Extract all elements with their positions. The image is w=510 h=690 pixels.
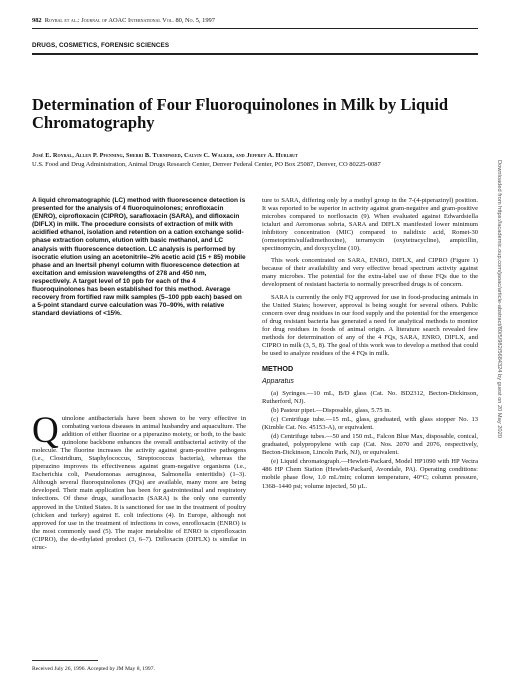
right-paragraph-1: ture to SARA, differing only by a methyl group in the 7-(4-piperazinyl) position. It was reported to be superior in activity against gram-negative and gram-positive microbes compared to norfloxacin (9). When evaluated against Edwardsiella ictaluri and Aeromonas sobria, SARA and DIFLX manifested lower minimum inhibitory concentration (MIC) compared to nalidixic acid, Romet-30 (ormetoprim/sulfadimethoxine), terramycin (oxytetracycline), ampicillin, spectinomycin, and doxycycline (10). [262,197,478,253]
footnote-rule [32,660,98,661]
section-rule [32,53,478,55]
author-list: José E. Roybal, Allen P. Pfenning, Sherri B. Turnipseed, Calvin C. Walker, and Jeffrey A. Hurlbut [32,152,298,159]
download-note: Downloaded from https://academic.oup.com/jaoac/article-abstract/80/5/982/5684324 by guest on 20 May 2020 [496,160,502,438]
apparatus-item: (e) Liquid chromatograph.—Hewlett-Packard, Model HP1090 with HP Vectra 486 HP Chem Station (Hewlett-Packard, Avondale, PA). Operating conditions: mobile phase flow, 1.0 mL/min; column temperature, 40°C; column pressure, 1368–1440 psi; volume injected, 50 µL. [262,458,478,490]
intro-paragraph: uinolone antibacterials have been shown to be very effective in combating various diseases in animal husbandry and aquaculture. The addition of either fluorine or a piperazino moiety, or both, to the basic quinolone backbone enhances the overall antibacterial activity of the molecule. The fluorine increases the activity against gram-positive pathogens (i.e., Clostridium, Staphylococcus, Streptococcus bacteria), whereas the piperazino improves its effectiveness against gram-negative organisms (i.e., Escherichia coli, Pseudomonas aeruginosa, Salmonella enteritidis) (1–3). Although several fluoroquinolones (FQs) are available, many more are being developed. Their main application has been for gastrointestinal and respiratory infections. Of these drugs, sarafloxacin (SARA) is the only one currently approved in the United States. It is sanctioned for use in the treatment of poultry (chicken and turkey) against E. coli infections (4). In Europe, although not approved for use in the treatment of infections in cows, enrofloxacin (ENRO) is the most commonly used (5). The major metabolite of ENRO is ciprofloxacin (CIPRO), the de-ethylated product (3, 6–7). Difloxacin (DIFLX) is similar in struc- [32,415,246,551]
right-column [262,197,478,492]
section-label: DRUGS, COSMETICS, FORENSIC SCIENCES [32,42,170,49]
page-number: 982 [32,17,42,24]
article-title: Determination of Four Fluoroquinolones in Milk by Liquid Chromatography [32,95,449,132]
introduction [32,410,246,552]
download-watermark [494,160,504,590]
apparatus-item: (d) Centrifuge tubes.—50 and 150 mL, Falcon Blue Max, disposable, conical, graduated, polypropylene with cap (Cat. Nos. 2070 and 2076, respectively, Becton-Dickinson, Lincoln Park, NJ), or equivalent. [262,433,478,457]
received-footnote: Received July 26, 1996. Accepted by JM May 8, 1997. [32,666,155,672]
running-header [32,17,215,24]
apparatus-item: (c) Centrifuge tube.—15 mL, glass, graduated, with glass stopper No. 13 (Kimble Cat. No. 45153-A), or equivalent. [262,416,478,432]
affiliation: U.S. Food and Drug Administration, Animal Drugs Research Center, Denver Federal Center, PO Box 25087, Denver, CO 80225-0087 [32,161,381,168]
apparatus-item: (b) Pasteur pipet.—Disposable, glass, 5.75 in. [271,407,392,415]
drop-cap: Q [32,410,59,451]
running-title: Roybal et al.: Journal of AOAC International Vol. 80, No. 5, 1997 [44,17,215,24]
abstract: A liquid chromatographic (LC) method with fluorescence detection is presented for the analysis of 4 fluoroquinolones; enrofloxacin (ENRO), ciprofloxacin (CIPRO), sarafloxacin (SARA), and difloxacin (DIFLX) in milk. The procedure consists of extraction of milk with acidified ethanol, isolation and retention on a cation exchange solid-phase extraction column, elution with basic methanol, and LC analysis with fluorescence detection. LC analysis is performed by isocratic elution using an acetonitrile–2% acetic acid (15 + 85) mobile phase and an Inertsil phenyl column with fluorescence detection at excitation and emission wavelengths of 278 and 450 nm, respectively. A target level of 10 ppb for each of the 4 fluoroquinolones has been established for this method. Average recovery from fortified raw milk samples (5–100 ppb each) based on a 5-point standard curve calculation was 70–90%, with relative standard deviations of <15%. [32,197,246,318]
method-heading: METHOD [262,363,294,373]
header-rule [32,28,478,29]
right-paragraph-2: This work concentrated on SARA, ENRO, DIFLX, and CIPRO (Figure 1) because of their availability and very effective broad spectrum activity against many microbes. The potential for the extra-label use of these FQs due to the development of resistant bacteria to normally prescribed drugs is of concern. [262,257,478,289]
right-paragraph-3: SARA is currently the only FQ approved for use in food-producing animals in the United States; however, approval is being sought for several others. Public concern over drug residues in our food supply and the potential for the emergence of drug resistant bacteria has generated a need for analytical methods to monitor for drug residues in foods of animal origin. A literature search revealed few methods for determination of any of the 4 FQs, SARA, ENRO, DIFLX, and CIPRO in milk (3, 5, 8). The goal of this work was to develop a method that could be used to analyze residues of the 4 FQs in milk. [262,293,478,357]
apparatus-item: (a) Syringes.—10 mL, B/D glass (Cat. No. BD2312, Becton-Dickinson, Rutherford, NJ). [262,389,478,406]
apparatus-heading: Apparatus [262,377,294,385]
